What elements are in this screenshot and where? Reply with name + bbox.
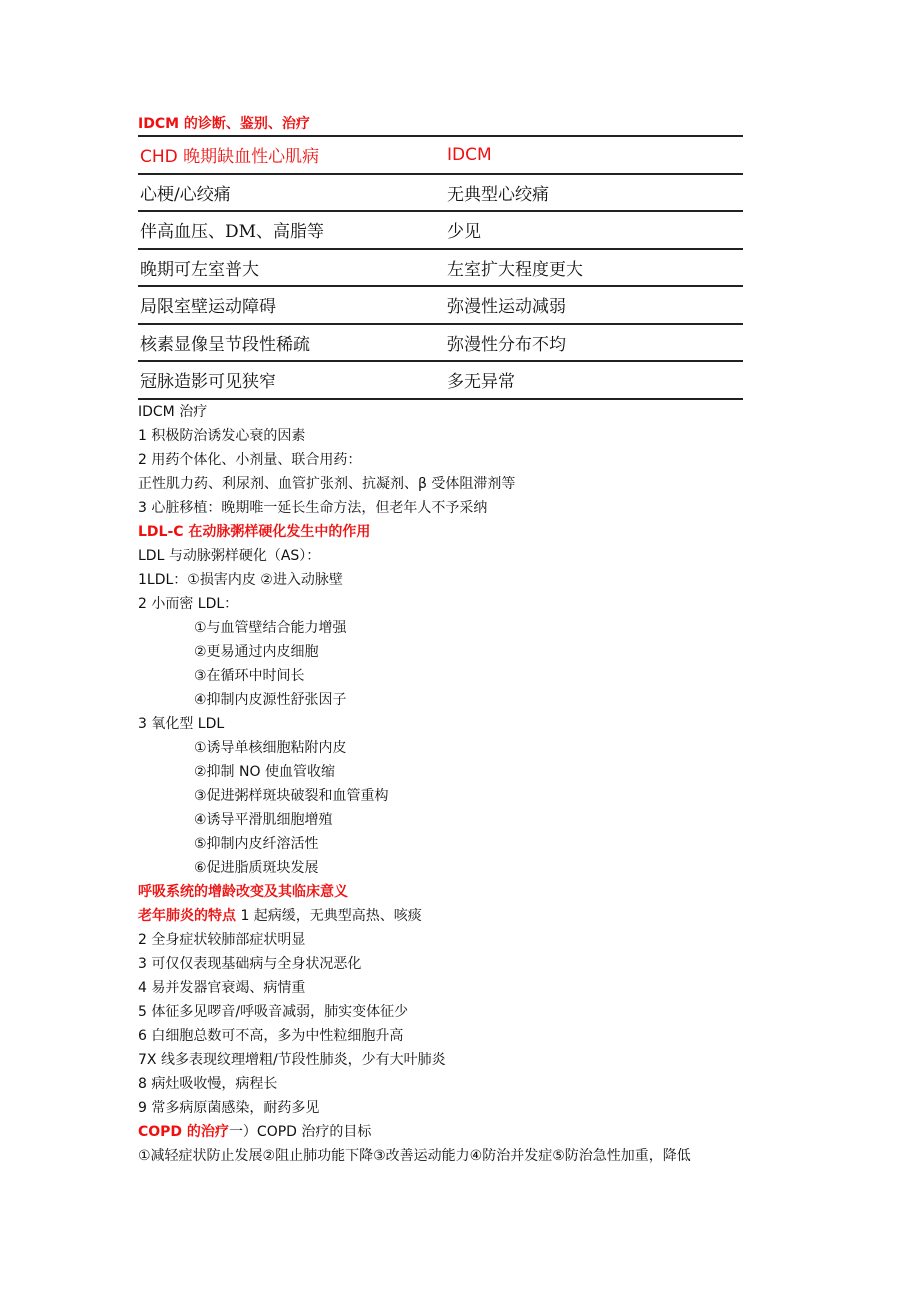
sub-list-item: ③在循环中时间长 (194, 668, 305, 684)
ldl-intro: LDL 与动脉粥样硬化（AS）： (138, 548, 321, 564)
list-item: 8 病灶吸收慢，病程长 (138, 1076, 278, 1092)
list-item: 1 起病缓，无典型高热、咳痰 (240, 908, 422, 924)
sub-list-item: ②更易通过内皮细胞 (194, 644, 319, 660)
list-item: 3 心脏移植：晚期唯一延长生命方法，但老年人不予采纳 (138, 500, 488, 516)
copd-goals: ①减轻症状防止发展②阻止肺功能下降③改善运动能力④防治并发症⑤防治急性加重，降低 (138, 1148, 691, 1164)
list-item: 1 积极防治诱发心衰的因素 (138, 428, 306, 444)
list-item: 2 用药个体化、小剂量、联合用药： (138, 452, 362, 468)
sub-list-item: ⑥促进脂质斑块发展 (194, 860, 319, 876)
table-row (138, 286, 743, 324)
table-row (138, 324, 743, 362)
section-title-respiratory: 呼吸系统的增龄改变及其临床意义 (138, 884, 348, 900)
table-header-row (138, 136, 743, 174)
list-item: 5 体征多见啰音/呼吸音减弱，肺实变体征少 (138, 1004, 409, 1020)
pneumonia-heading-line (138, 906, 422, 926)
list-item: 1LDL：①损害内皮 ②进入动脉壁 (138, 572, 343, 588)
idcm-treatment-title: IDCM 治疗 (138, 404, 208, 420)
copd-heading-line (138, 1122, 371, 1142)
sub-list-item: ③促进粥样斑块破裂和血管重构 (194, 788, 389, 804)
table-cell: 无典型心绞痛 (447, 184, 549, 205)
table-row (138, 361, 743, 399)
list-item: 7X 线多表现纹理增粗/节段性肺炎，少有大叶肺炎 (138, 1052, 446, 1068)
list-item: 4 易并发器官衰竭、病情重 (138, 980, 306, 996)
table-header-cell: IDCM (447, 144, 492, 165)
table-row (138, 249, 743, 287)
table-cell: 多无异常 (447, 372, 515, 393)
table-cell: 心梗/心绞痛 (140, 184, 231, 205)
list-item: 3 氧化型 LDL (138, 716, 225, 732)
table-cell: 核素显像呈节段性稀疏 (140, 334, 310, 355)
table-cell: 左室扩大程度更大 (447, 259, 583, 280)
table-cell: 晚期可左室普大 (140, 259, 259, 280)
table-cell: 冠脉造影可见狭窄 (140, 372, 276, 393)
section-title-copd: COPD 的治疗 (138, 1124, 229, 1140)
section-title-pneumonia: 老年肺炎的特点 (138, 908, 236, 924)
table-row (138, 211, 743, 249)
copd-subtitle: 一）COPD 治疗的目标 (228, 1124, 372, 1140)
list-item: 6 白细胞总数可不高，多为中性粒细胞升高 (138, 1028, 404, 1044)
table-cell: 弥漫性分布不均 (447, 334, 566, 355)
section-title-ldl: LDL-C 在动脉粥样硬化发生中的作用 (138, 524, 371, 540)
sub-list-item: ④诱导平滑肌细胞增殖 (194, 812, 333, 828)
sub-list-item: ①诱导单核细胞粘附内皮 (194, 740, 347, 756)
table-row (138, 174, 743, 212)
table-cell: 局限室壁运动障碍 (140, 297, 276, 318)
list-item: 2 全身症状较肺部症状明显 (138, 932, 306, 948)
list-item: 正性肌力药、利尿剂、血管扩张剂、抗凝剂、β 受体阻滞剂等 (138, 476, 516, 492)
list-item: 9 常多病原菌感染，耐药多见 (138, 1100, 320, 1116)
list-item: 3 可仅仅表现基础病与全身状况恶化 (138, 956, 362, 972)
table-cell: 少见 (447, 222, 481, 243)
list-item: 2 小而密 LDL： (138, 596, 239, 612)
sub-list-item: ②抑制 NO 使血管收缩 (194, 764, 335, 780)
sub-list-item: ⑤抑制内皮纤溶活性 (194, 836, 319, 852)
sub-list-item: ①与血管壁结合能力增强 (194, 620, 347, 636)
comparison-table (138, 135, 743, 400)
table-header-cell: CHD 晚期缺血性心肌病 (140, 147, 320, 168)
section-title-idcm: IDCM 的诊断、鉴别、治疗 (138, 116, 310, 132)
table-cell: 弥漫性运动减弱 (447, 297, 566, 318)
table-cell: 伴高血压、DM、高脂等 (140, 222, 325, 243)
sub-list-item: ④抑制内皮源性舒张因子 (194, 692, 347, 708)
